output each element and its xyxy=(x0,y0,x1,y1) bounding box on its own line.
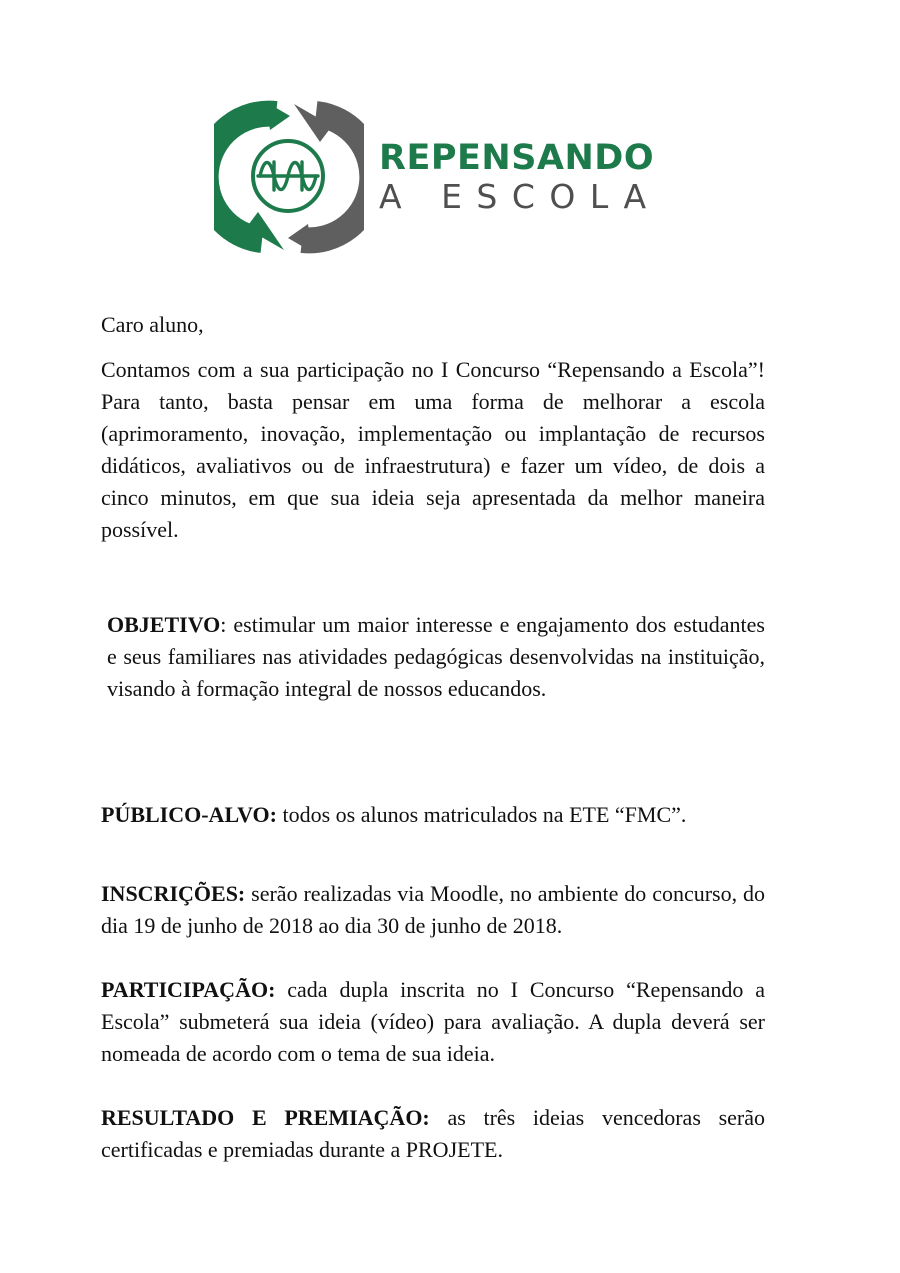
greeting-text: Caro aluno, xyxy=(101,312,204,337)
section-participacao xyxy=(101,974,765,1070)
intro-paragraph xyxy=(101,354,765,546)
section-label: PARTICIPAÇÃO: xyxy=(101,977,276,1002)
section-inscricoes xyxy=(101,878,765,942)
logo-subtitle: A ESCOLA xyxy=(379,177,661,216)
section-label: INSCRIÇÕES: xyxy=(101,881,246,906)
section-label: OBJETIVO xyxy=(107,612,221,637)
section-text: cada dupla inscrita no I Concurso “Repensando a Escola” submeterá sua ideia (vídeo) para avaliação. A dupla deverá ser nomeada de acordo com o tema de sua ideia. xyxy=(101,977,765,1066)
greeting xyxy=(101,309,765,341)
intro-text: Contamos com a sua participação no I Concurso “Repensando a Escola”! Para tanto, basta pensar em uma forma de melhorar a escola (aprimoramento, inovação, implementação ou implantação de recursos didáticos, avaliativos ou de infraestrutura) e fazer um vídeo, de dois a cinco minutos, em que sua ideia seja apresentada da melhor maneira possível. xyxy=(101,357,765,542)
section-text: : estimular um maior interesse e engajamento dos estudantes e seus familiares nas atividades pedagógicas desenvolvidas na instituição, visando à formação integral de nossos educandos. xyxy=(107,612,765,701)
section-publico-alvo xyxy=(101,799,765,831)
repensando-logo xyxy=(214,100,661,254)
section-label: RESULTADO E PREMIAÇÃO: xyxy=(101,1105,430,1130)
section-text: todos os alunos matriculados na ETE “FMC”. xyxy=(277,802,687,827)
logo-title: REPENSANDO xyxy=(379,138,655,178)
section-resultado-premiacao xyxy=(101,1102,765,1166)
section-objetivo xyxy=(101,609,765,705)
section-label: PÚBLICO-ALVO: xyxy=(101,802,277,827)
section-text: as três ideias vencedoras serão certificadas e premiadas durante a PROJETE. xyxy=(101,1105,765,1162)
recycle-arrows-icon xyxy=(214,100,364,254)
section-text: serão realizadas via Moodle, no ambiente do concurso, do dia 19 de junho de 2018 ao dia 30 de junho de 2018. xyxy=(101,881,765,938)
